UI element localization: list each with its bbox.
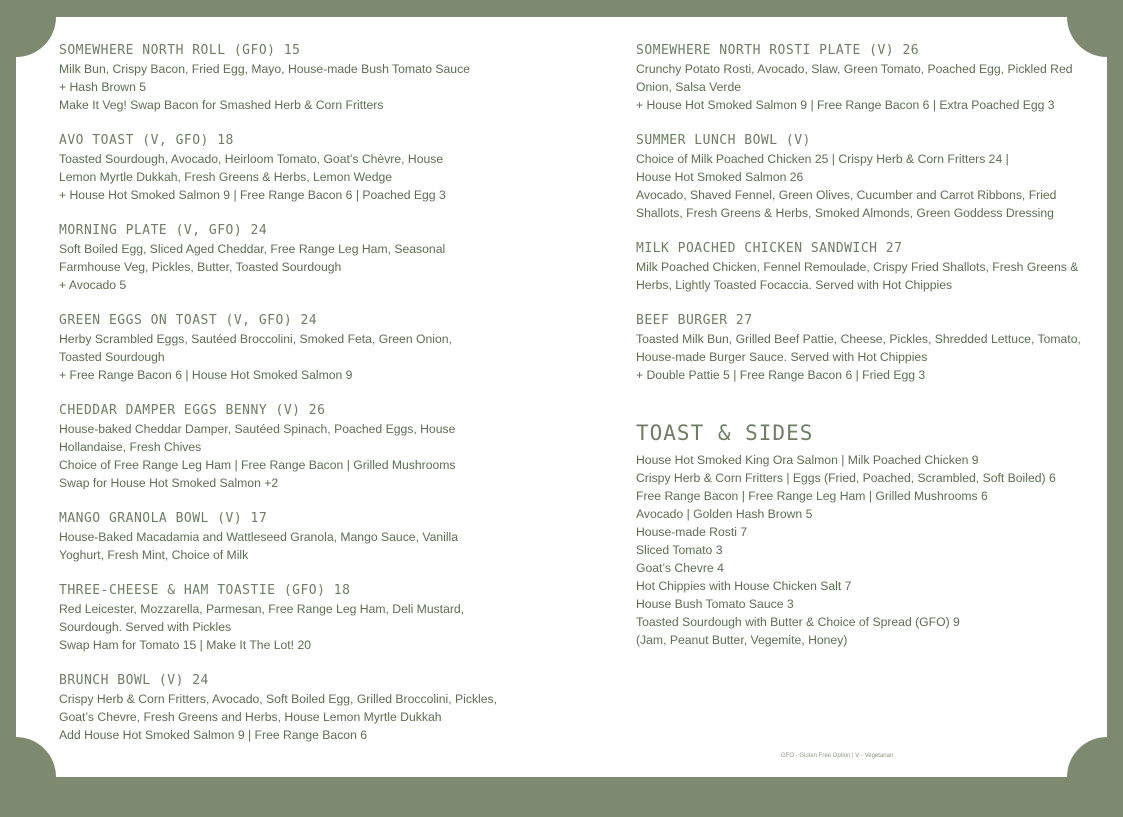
side-item: (Jam, Peanut Butter, Vegemite, Honey) <box>636 633 848 647</box>
menu-item <box>636 42 1096 114</box>
menu-item-description: + Hash Brown 5 <box>59 80 147 94</box>
menu-item <box>636 312 1096 384</box>
sides-list <box>636 451 1096 649</box>
toast-sides-section <box>636 419 1096 649</box>
side-item: Hot Chippies with House Chicken Salt 7 <box>636 579 852 593</box>
menu-item-title: MORNING PLATE (V, GFO) 24 <box>59 223 268 238</box>
menu-item-title: MILK POACHED CHICKEN SANDWICH 27 <box>636 241 903 256</box>
menu-item-description: Sourdough. Served with Pickles <box>59 620 232 634</box>
menu-item-description: Swap for House Hot Smoked Salmon +2 <box>59 476 279 490</box>
menu-item-title: GREEN EGGS ON TOAST (V, GFO) 24 <box>59 313 318 328</box>
menu-item <box>59 402 529 492</box>
menu-item-description: Choice of Free Range Leg Ham | Free Range Bacon | Grilled Mushrooms <box>59 458 456 472</box>
menu-item-title: CHEDDAR DAMPER EGGS BENNY (V) 26 <box>59 403 326 418</box>
corner-notch <box>1067 737 1123 817</box>
side-item: Free Range Bacon | Free Range Leg Ham | Grilled Mushrooms 6 <box>636 489 988 503</box>
side-item: Crispy Herb & Corn Fritters | Eggs (Fried, Poached, Scrambled, Soft Boiled) 6 <box>636 471 1056 485</box>
menu-item-description: Herby Scrambled Eggs, Sautéed Broccolini, Smoked Feta, Green Onion, <box>59 332 452 346</box>
menu-item-description: Toasted Sourdough, Avocado, Heirloom Tomato, Goat’s Chèvre, House <box>59 152 444 166</box>
menu-item-description: House-baked Cheddar Damper, Sautéed Spinach, Poached Eggs, House <box>59 422 456 436</box>
menu-item-description: Make It Veg! Swap Bacon for Smashed Herb & Corn Fritters <box>59 98 384 112</box>
footnote: GFO - Gluten Free Option | V - Vegetarian <box>781 753 894 759</box>
corner-notch <box>0 0 56 57</box>
menu-item-description: + Double Pattie 5 | Free Range Bacon 6 | Fried Egg 3 <box>636 368 926 382</box>
menu-item-description: Hollandaise, Fresh Chives <box>59 440 202 454</box>
right-items <box>636 42 1096 384</box>
menu-item-description: Lemon Myrtle Dukkah, Fresh Greens & Herbs, Lemon Wedge <box>59 170 393 184</box>
menu-item-title: SUMMER LUNCH BOWL (V) <box>636 133 811 148</box>
menu-item-description: Milk Poached Chicken, Fennel Remoulade, Crispy Fried Shallots, Fresh Greens & <box>636 260 1079 274</box>
menu-item-description: Toasted Milk Bun, Grilled Beef Pattie, Cheese, Pickles, Shredded Lettuce, Tomato, <box>636 332 1081 346</box>
menu-item-description: + Avocado 5 <box>59 278 127 292</box>
menu-item-description: Soft Boiled Egg, Sliced Aged Cheddar, Free Range Leg Ham, Seasonal <box>59 242 446 256</box>
menu-item-description: Crunchy Potato Rosti, Avocado, Slaw, Green Tomato, Poached Egg, Pickled Red <box>636 62 1073 76</box>
menu-item-title: SOMEWHERE NORTH ROSTI PLATE (V) 26 <box>636 43 920 58</box>
side-item: Toasted Sourdough with Butter & Choice of Spread (GFO) 9 <box>636 615 960 629</box>
menu-item-description: Swap Ham for Tomato 15 | Make It The Lot! 20 <box>59 638 312 652</box>
menu-page <box>16 17 1107 777</box>
menu-item-title: BRUNCH BOWL (V) 24 <box>59 673 209 688</box>
side-item: Sliced Tomato 3 <box>636 543 723 557</box>
menu-item-description: Onion, Salsa Verde <box>636 80 742 94</box>
side-item: Avocado | Golden Hash Brown 5 <box>636 507 813 521</box>
menu-item-description: House-Baked Macadamia and Wattleseed Granola, Mango Sauce, Vanilla <box>59 530 459 544</box>
menu-item-description: Choice of Milk Poached Chicken 25 | Crispy Herb & Corn Fritters 24 | <box>636 152 1009 166</box>
menu-item <box>636 240 1096 294</box>
menu-item <box>59 582 529 654</box>
left-column <box>59 42 529 762</box>
menu-item-description: House-made Burger Sauce. Served with Hot Chippies <box>636 350 928 364</box>
menu-item-description: House Hot Smoked Salmon 26 <box>636 170 804 184</box>
right-column <box>636 42 1096 649</box>
menu-item <box>59 132 529 204</box>
menu-item-description: Toasted Sourdough <box>59 350 165 364</box>
menu-item-title: BEEF BURGER 27 <box>636 313 753 328</box>
menu-item-description: Avocado, Shaved Fennel, Green Olives, Cucumber and Carrot Ribbons, Fried <box>636 188 1057 202</box>
menu-item-description: + Free Range Bacon 6 | House Hot Smoked Salmon 9 <box>59 368 353 382</box>
menu-item <box>59 312 529 384</box>
menu-item <box>636 132 1096 222</box>
menu-item-description: + House Hot Smoked Salmon 9 | Free Range Bacon 6 | Extra Poached Egg 3 <box>636 98 1055 112</box>
menu-item-description: Goat’s Chevre, Fresh Greens and Herbs, House Lemon Myrtle Dukkah <box>59 710 442 724</box>
menu-item-description: Add House Hot Smoked Salmon 9 | Free Range Bacon 6 <box>59 728 368 742</box>
menu-item <box>59 42 529 114</box>
menu-item-title: THREE-CHEESE & HAM TOASTIE (GFO) 18 <box>59 583 351 598</box>
side-item: House Hot Smoked King Ora Salmon | Milk Poached Chicken 9 <box>636 453 979 467</box>
menu-item-description: Farmhouse Veg, Pickles, Butter, Toasted Sourdough <box>59 260 342 274</box>
menu-item-description: Herbs, Lightly Toasted Focaccia. Served with Hot Chippies <box>636 278 953 292</box>
menu-item-description: Yoghurt, Fresh Mint, Choice of Milk <box>59 548 249 562</box>
menu-item-title: SOMEWHERE NORTH ROLL (GFO) 15 <box>59 43 301 58</box>
side-item: House-made Rosti 7 <box>636 525 748 539</box>
menu-item-description: Shallots, Fresh Greens & Herbs, Smoked Almonds, Green Goddess Dressing <box>636 206 1054 220</box>
menu-item-title: MANGO GRANOLA BOWL (V) 17 <box>59 511 268 526</box>
menu-item <box>59 672 529 744</box>
menu-item-title: AVO TOAST (V, GFO) 18 <box>59 133 234 148</box>
section-title: TOAST & SIDES <box>636 421 814 445</box>
menu-item-description: + House Hot Smoked Salmon 9 | Free Range Bacon 6 | Poached Egg 3 <box>59 188 446 202</box>
menu-item-description: Crispy Herb & Corn Fritters, Avocado, Soft Boiled Egg, Grilled Broccolini, Pickles, <box>59 692 498 706</box>
menu-item-description: Red Leicester, Mozzarella, Parmesan, Free Range Leg Ham, Deli Mustard, <box>59 602 465 616</box>
corner-notch <box>0 737 56 817</box>
menu-item <box>59 222 529 294</box>
menu-item <box>59 510 529 564</box>
menu-item-description: Milk Bun, Crispy Bacon, Fried Egg, Mayo, House-made Bush Tomato Sauce <box>59 62 470 76</box>
side-item: Goat’s Chevre 4 <box>636 561 724 575</box>
side-item: House Bush Tomato Sauce 3 <box>636 597 794 611</box>
